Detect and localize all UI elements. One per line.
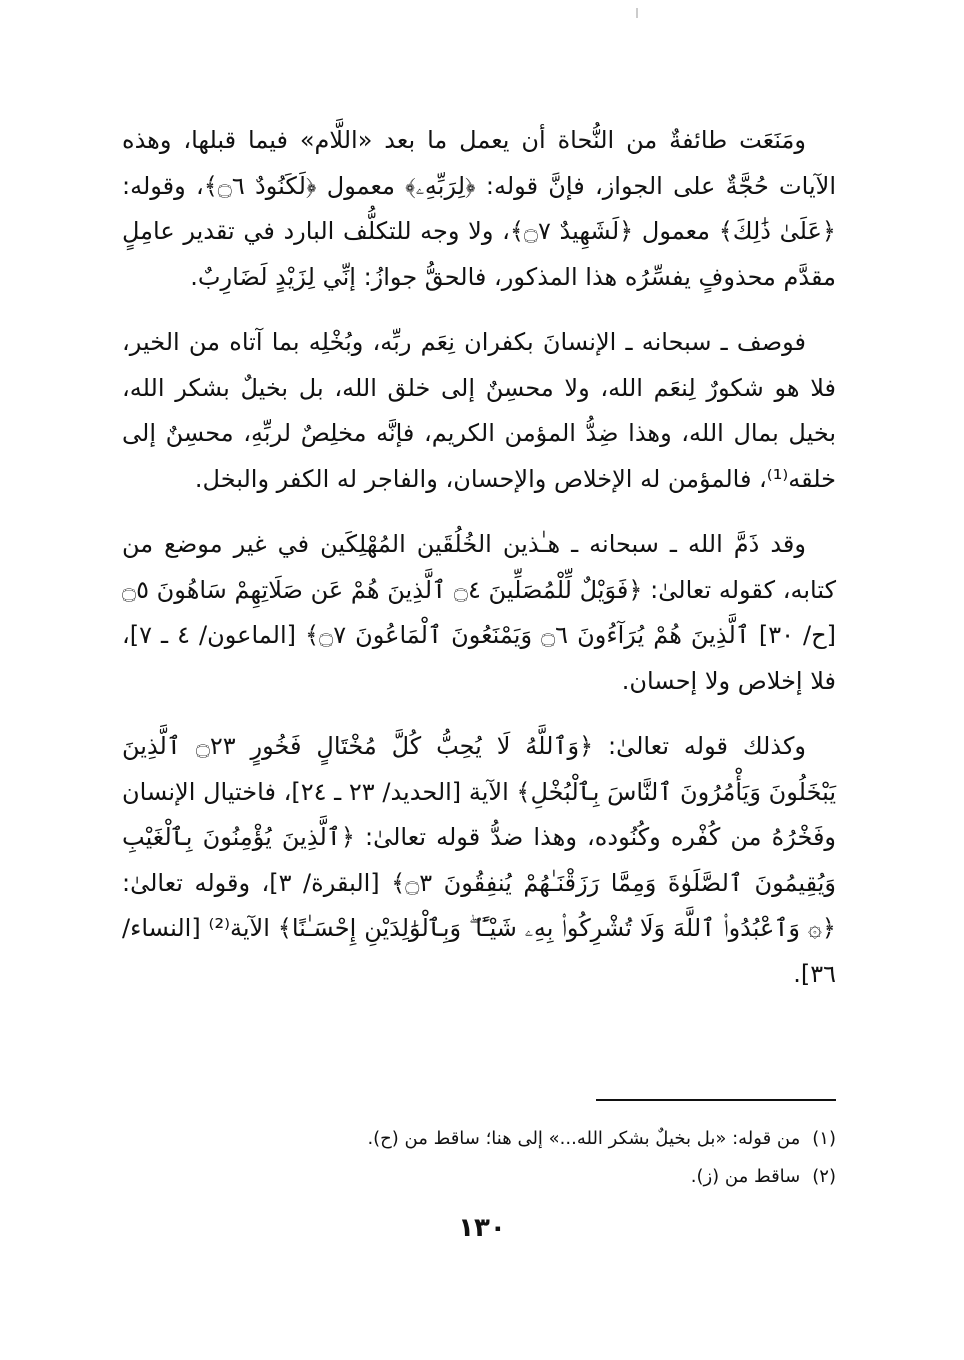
page-number: ١٣٠ <box>458 1213 506 1243</box>
footnote-separator <box>596 1099 836 1101</box>
paragraph-1: ومَنَعَت طائفةٌ من النُّحاة أن يعمل ما بعد «اللَّام» فيما قبلها، وهذه الآيات حُجَّةٌ على الجواز، فإنَّ قوله: ﴿لِرَبِّهِۦ﴾ معمول ﴿لَكَنُودٌ ۝٦﴾، وقوله: ﴿عَلَىٰ ذَٰلِكَ﴾ معمول ﴿لَشَهِيدٌ ۝٧﴾، ولا وجه للتكلُّف البارد في تقدير عامِلٍ مقدَّم محذوفٍ يفسِّرُه هذا المذكور، فالحقُّ جوازُ: إنِّي لِزَيْدٍ لَضَارِبٌ. <box>122 126 836 291</box>
paragraph-2: فوصف ـ سبحانه ـ الإنسانَ بكفران نِعَم ربِّه، وبُخْلِه بما آتاه من الخير، فلا هو شكورٌ لِنعَم الله، ولا محسِنٌ إلى خلق الله، بل بخيلٌ بشكر الله، بخيل بمال الله، وهذا ضِدُّ المؤمن الكريم، فإنَّه مخلِصٌ لربِّهِ، محسِنٌ إلى خلقه⁽¹⁾، فالمؤمن له الإخلاص والإحسان، والفاجر له الكفر والبخل. <box>122 328 836 493</box>
footnote-text: من قوله: «بل بخيلٌ بشكر الله...» إلى هنا؛ ساقط من (ح). <box>367 1128 801 1149</box>
paragraph-3: وقد ذَمَّ الله ـ سبحانه ـ هـٰذين الخُلُقَين المُهْلِكَين في غير موضع من كتابه، كقوله تعالىٰ: ﴿فَوَيْلٌ لِّلْمُصَلِّينَ ۝٤ ٱلَّذِينَ هُمْ عَن صَلَاتِهِمْ سَاهُونَ ۝٥ [ح/ ٣٠] ٱلَّذِينَ هُمْ يُرَآءُونَ ۝٦ وَيَمْنَعُونَ ٱلْمَاعُونَ ۝٧﴾ [الماعون/ ٤ ـ ٧]، فلا إخلاص ولا إحسان. <box>122 530 836 695</box>
footnotes <box>122 1120 836 1196</box>
scan-mark <box>636 8 638 18</box>
footnote-text: ساقط من (ز). <box>690 1166 801 1187</box>
footnote-1 <box>122 1120 836 1158</box>
footnote-number: (٢) <box>812 1166 836 1187</box>
footnote-2 <box>122 1158 836 1196</box>
footnote-number: (١) <box>812 1128 836 1149</box>
paragraph-4: وكذلك قوله تعالىٰ: ﴿وَٱللَّهُ لَا يُحِبُّ كُلَّ مُخْتَالٍ فَخُورٍ ۝٢٣ ٱلَّذِينَ يَبْخَلُونَ وَيَأْمُرُونَ ٱلنَّاسَ بِٱلْبُخْلِ﴾ الآية [الحديد/ ٢٣ ـ ٢٤]، فاختيال الإنسان وفَخْرُهُ من كُفْره وكُنُوده، وهذا ضدُّ قوله تعالىٰ: ﴿ٱلَّذِينَ يُؤْمِنُونَ بِٱلْغَيْبِ وَيُقِيمُونَ ٱلصَّلَوٰةَ وَمِمَّا رَزَقْنَـٰهُمْ يُنفِقُونَ ۝٣﴾ [البقرة/ ٣]، وقوله تعالىٰ: ﴿۞ وَٱعْبُدُوا۟ ٱللَّهَ وَلَا تُشْرِكُوا۟ بِهِۦ شَيْـًٔا ۖ وَبِٱلْوَٰلِدَيْنِ إِحْسَـٰنًا﴾ الآية⁽²⁾ [النساء/ ٣٦]. <box>122 732 837 988</box>
page-body <box>122 118 836 1017</box>
